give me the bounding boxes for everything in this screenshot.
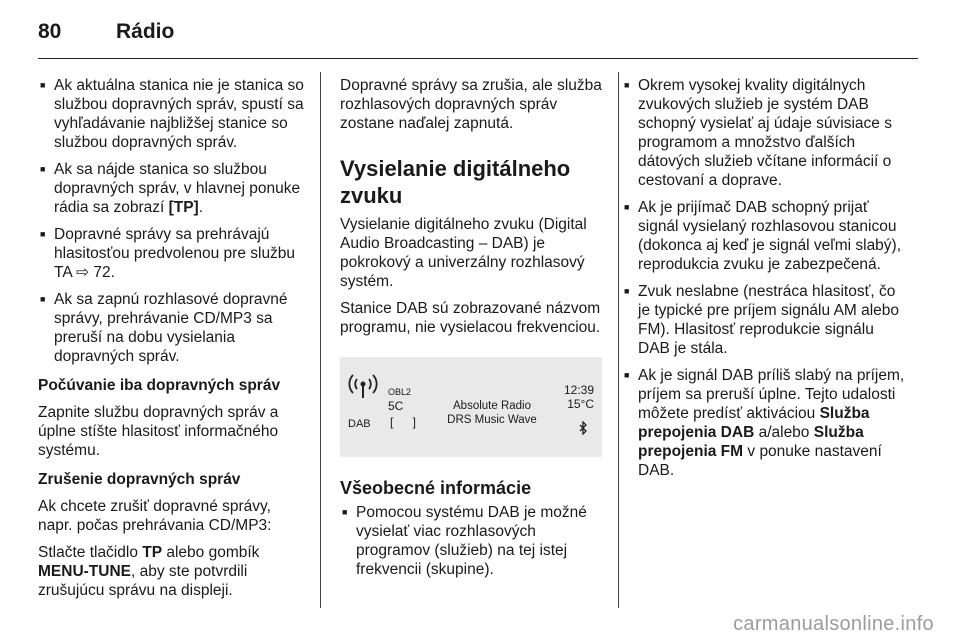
dab-label: DAB <box>348 418 371 430</box>
list-item: ■ Ak sa zapnú rozhlasové dopravné správy, prehrávanie CD/MP3 sa preruší na dobu vysielania dopravných správ. <box>40 291 288 365</box>
paragraph: Stlačte tlačidlo TP alebo gombík MENU-TUNE, aby ste potvrdili zrušujúcu správu na displeji. <box>38 544 260 599</box>
column-1 <box>38 76 306 608</box>
bullet-marker: ■ <box>40 229 46 239</box>
section-heading: Vysielanie digitálneho zvuku <box>340 156 571 208</box>
column-divider-2 <box>618 72 619 608</box>
bullet-marker: ■ <box>40 80 46 90</box>
dab-display-illustration <box>340 357 602 457</box>
page-reference-link[interactable]: 72. <box>93 264 115 281</box>
tp-label: [TP] <box>168 199 199 216</box>
station-name: Absolute Radio <box>453 400 531 412</box>
page-reference-icon: ⇨ <box>76 264 90 281</box>
page-number: 80 <box>38 20 62 43</box>
column-2 <box>340 76 602 587</box>
list-item: ■ Dopravné správy sa prehrávajú hlasitosťou predvolenou pre službu TA ⇨ 72. <box>40 226 296 281</box>
list-item: ■ Okrem vysokej kvality digitálnych zvukových služieb je systém DAB schopný vysielať aj údaje súvisiace s programom a množstvo ďalších dátových služieb včítane informácií o cestovaní a doprave. <box>624 77 892 189</box>
column-divider-1 <box>320 72 321 608</box>
brackets-label: [ ] <box>390 415 425 429</box>
list-item: ■ Pomocou systému DAB je možné vysielať viac rozhlasových programov (služieb) na tej istej frekvencii (skupine). <box>342 504 587 578</box>
fm-linking-label: Služba prepojenia FM <box>638 424 864 460</box>
bullet-marker: ■ <box>624 286 630 296</box>
section-title: Rádio <box>116 20 175 43</box>
subheading: Počúvanie iba dopravných správ <box>38 377 281 394</box>
time-temp <box>564 383 594 411</box>
subheading: Zrušenie dopravných správ <box>38 471 241 488</box>
dab-linking-label: Služba prepojenia DAB <box>638 405 870 441</box>
bluetooth-icon <box>579 421 588 435</box>
bullet-marker: ■ <box>40 164 46 174</box>
list-item: ■ Zvuk neslabne (nestráca hlasitosť, čo je typické pre príjem signálu AM alebo FM). Hlasitosť reprodukcie signálu DAB je stála. <box>624 283 900 357</box>
bullet-marker: ■ <box>624 370 630 380</box>
list-item: ■ Ak aktuálna stanica nie je stanica so službou dopravných správ, spustí sa vyhľadávanie najbližšej stanice so službou dopravných správ. <box>40 77 304 151</box>
temperature: 15°C <box>567 397 594 411</box>
section-heading: Všeobecné informácie <box>340 478 532 498</box>
paragraph: Vysielanie digitálneho zvuku (Digital Audio Broadcasting – DAB) je pokrokový a univerzálny rozhlasový systém. <box>340 216 587 290</box>
column-3 <box>622 76 908 488</box>
clock: 12:39 <box>563 383 594 397</box>
bullet-marker: ■ <box>342 507 348 517</box>
watermark: carmanualsonline.info <box>733 613 934 635</box>
paragraph: Stanice DAB sú zobrazované názvom programu, nie vysielacou frekvenciou. <box>340 300 601 336</box>
antenna-icon <box>348 371 378 399</box>
channel-label: 5C <box>388 399 404 413</box>
list-item: ■ Ak je signál DAB príliš slabý na príjem, príjem sa preruší úplne. Tejto udalosti môžete predísť aktiváciou Služba prepojenia DAB a/alebo Služba prepojenia FM v ponuke nastavení DAB. <box>624 367 905 479</box>
list-item: ■ Ak sa nájde stanica so službou dopravných správ, v hlavnej ponuke rádia sa zobrazí [TP]. <box>40 161 301 216</box>
paragraph: Zapnite službu dopravných správ a úplne stíšte hlasitosť informačného systému. <box>38 404 279 459</box>
station-info <box>432 399 552 427</box>
bullet-marker: ■ <box>40 294 46 304</box>
header-divider <box>38 58 918 59</box>
band-label: OBL2 <box>388 387 412 397</box>
program-name: DRS Music Wave <box>447 414 537 426</box>
paragraph: Dopravné správy sa zrušia, ale služba rozhlasových dopravných správ zostane naďalej zapnutá. <box>340 77 602 132</box>
bullet-marker: ■ <box>624 80 630 90</box>
list-item: ■ Ak je prijímač DAB schopný prijať signál vysielaný rozhlasovou stanicou (dokonca aj keď je signál veľmi slabý), reprodukcia zvuku je zabezpečená. <box>624 199 902 273</box>
bullet-marker: ■ <box>624 202 630 212</box>
page-header <box>38 14 174 50</box>
paragraph: Ak chcete zrušiť dopravné správy, napr. počas prehrávania CD/MP3: <box>38 498 272 534</box>
